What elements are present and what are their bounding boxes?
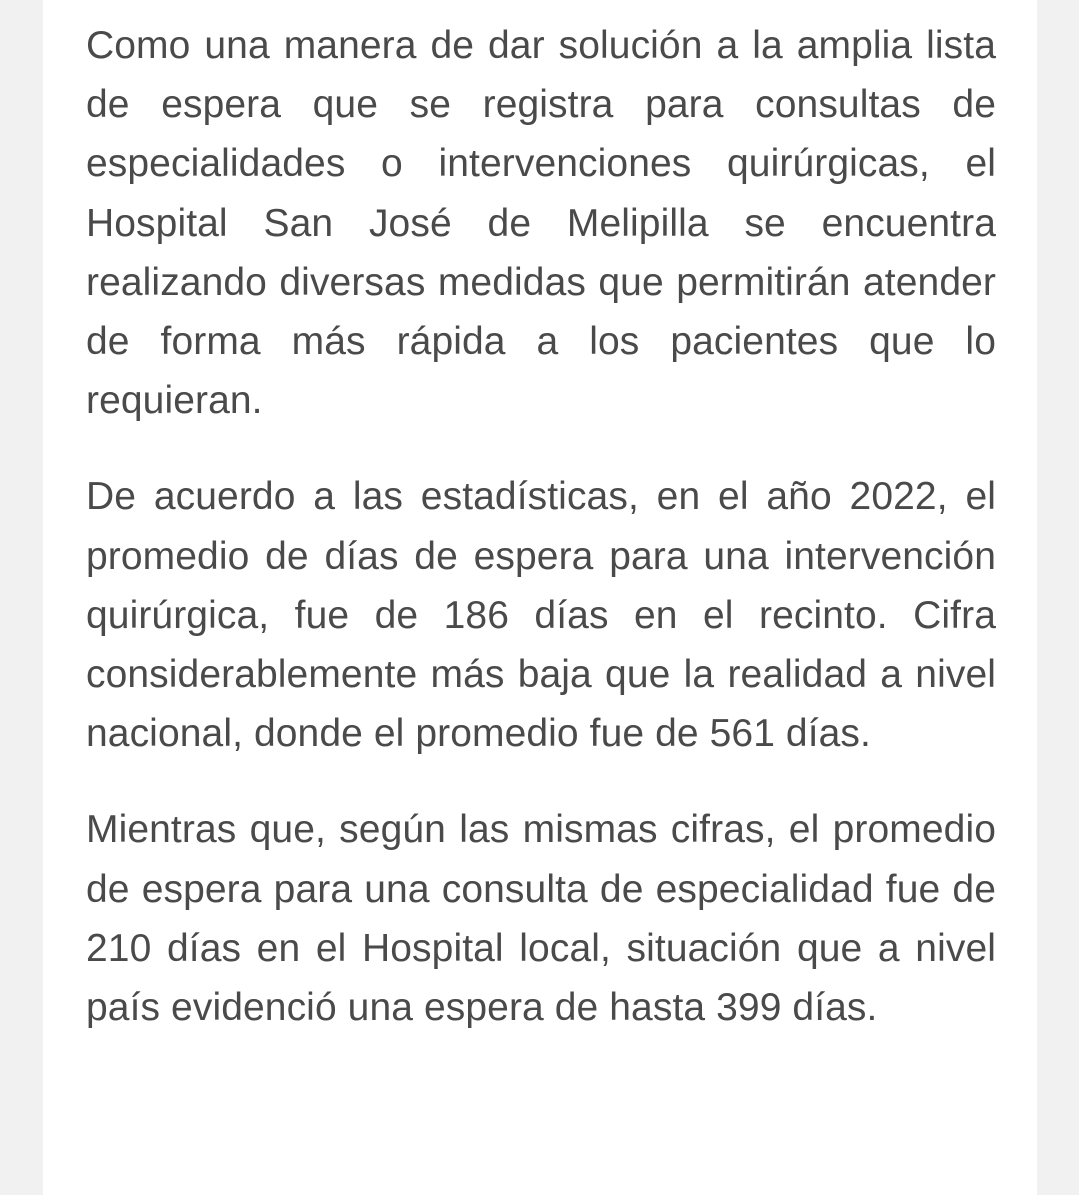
article-body	[86, 16, 996, 1037]
article-paragraph-1: Como una manera de dar solución a la amplia lista de espera que se registra para consultas de especialidades o intervenciones quirúrgicas, el Hospital San José de Melipilla se encuentra realizando diversas medidas que permitirán atender de forma más rápida a los pacientes que lo requieran.	[86, 24, 996, 423]
article-page	[43, 0, 1037, 1195]
article-paragraph-3: Mientras que, según las mismas cifras, el promedio de espera para una consulta de especialidad fue de 210 días en el Hospital local, situación que a nivel país evidenció una espera de hasta 399 días.	[86, 808, 996, 1030]
article-paragraph-2: De acuerdo a las estadísticas, en el año 2022, el promedio de días de espera para una intervención quirúrgica, fue de 186 días en el recinto. Cifra considerablemente más baja que la realidad a nivel nacional, donde el promedio fue de 561 días.	[86, 475, 996, 756]
